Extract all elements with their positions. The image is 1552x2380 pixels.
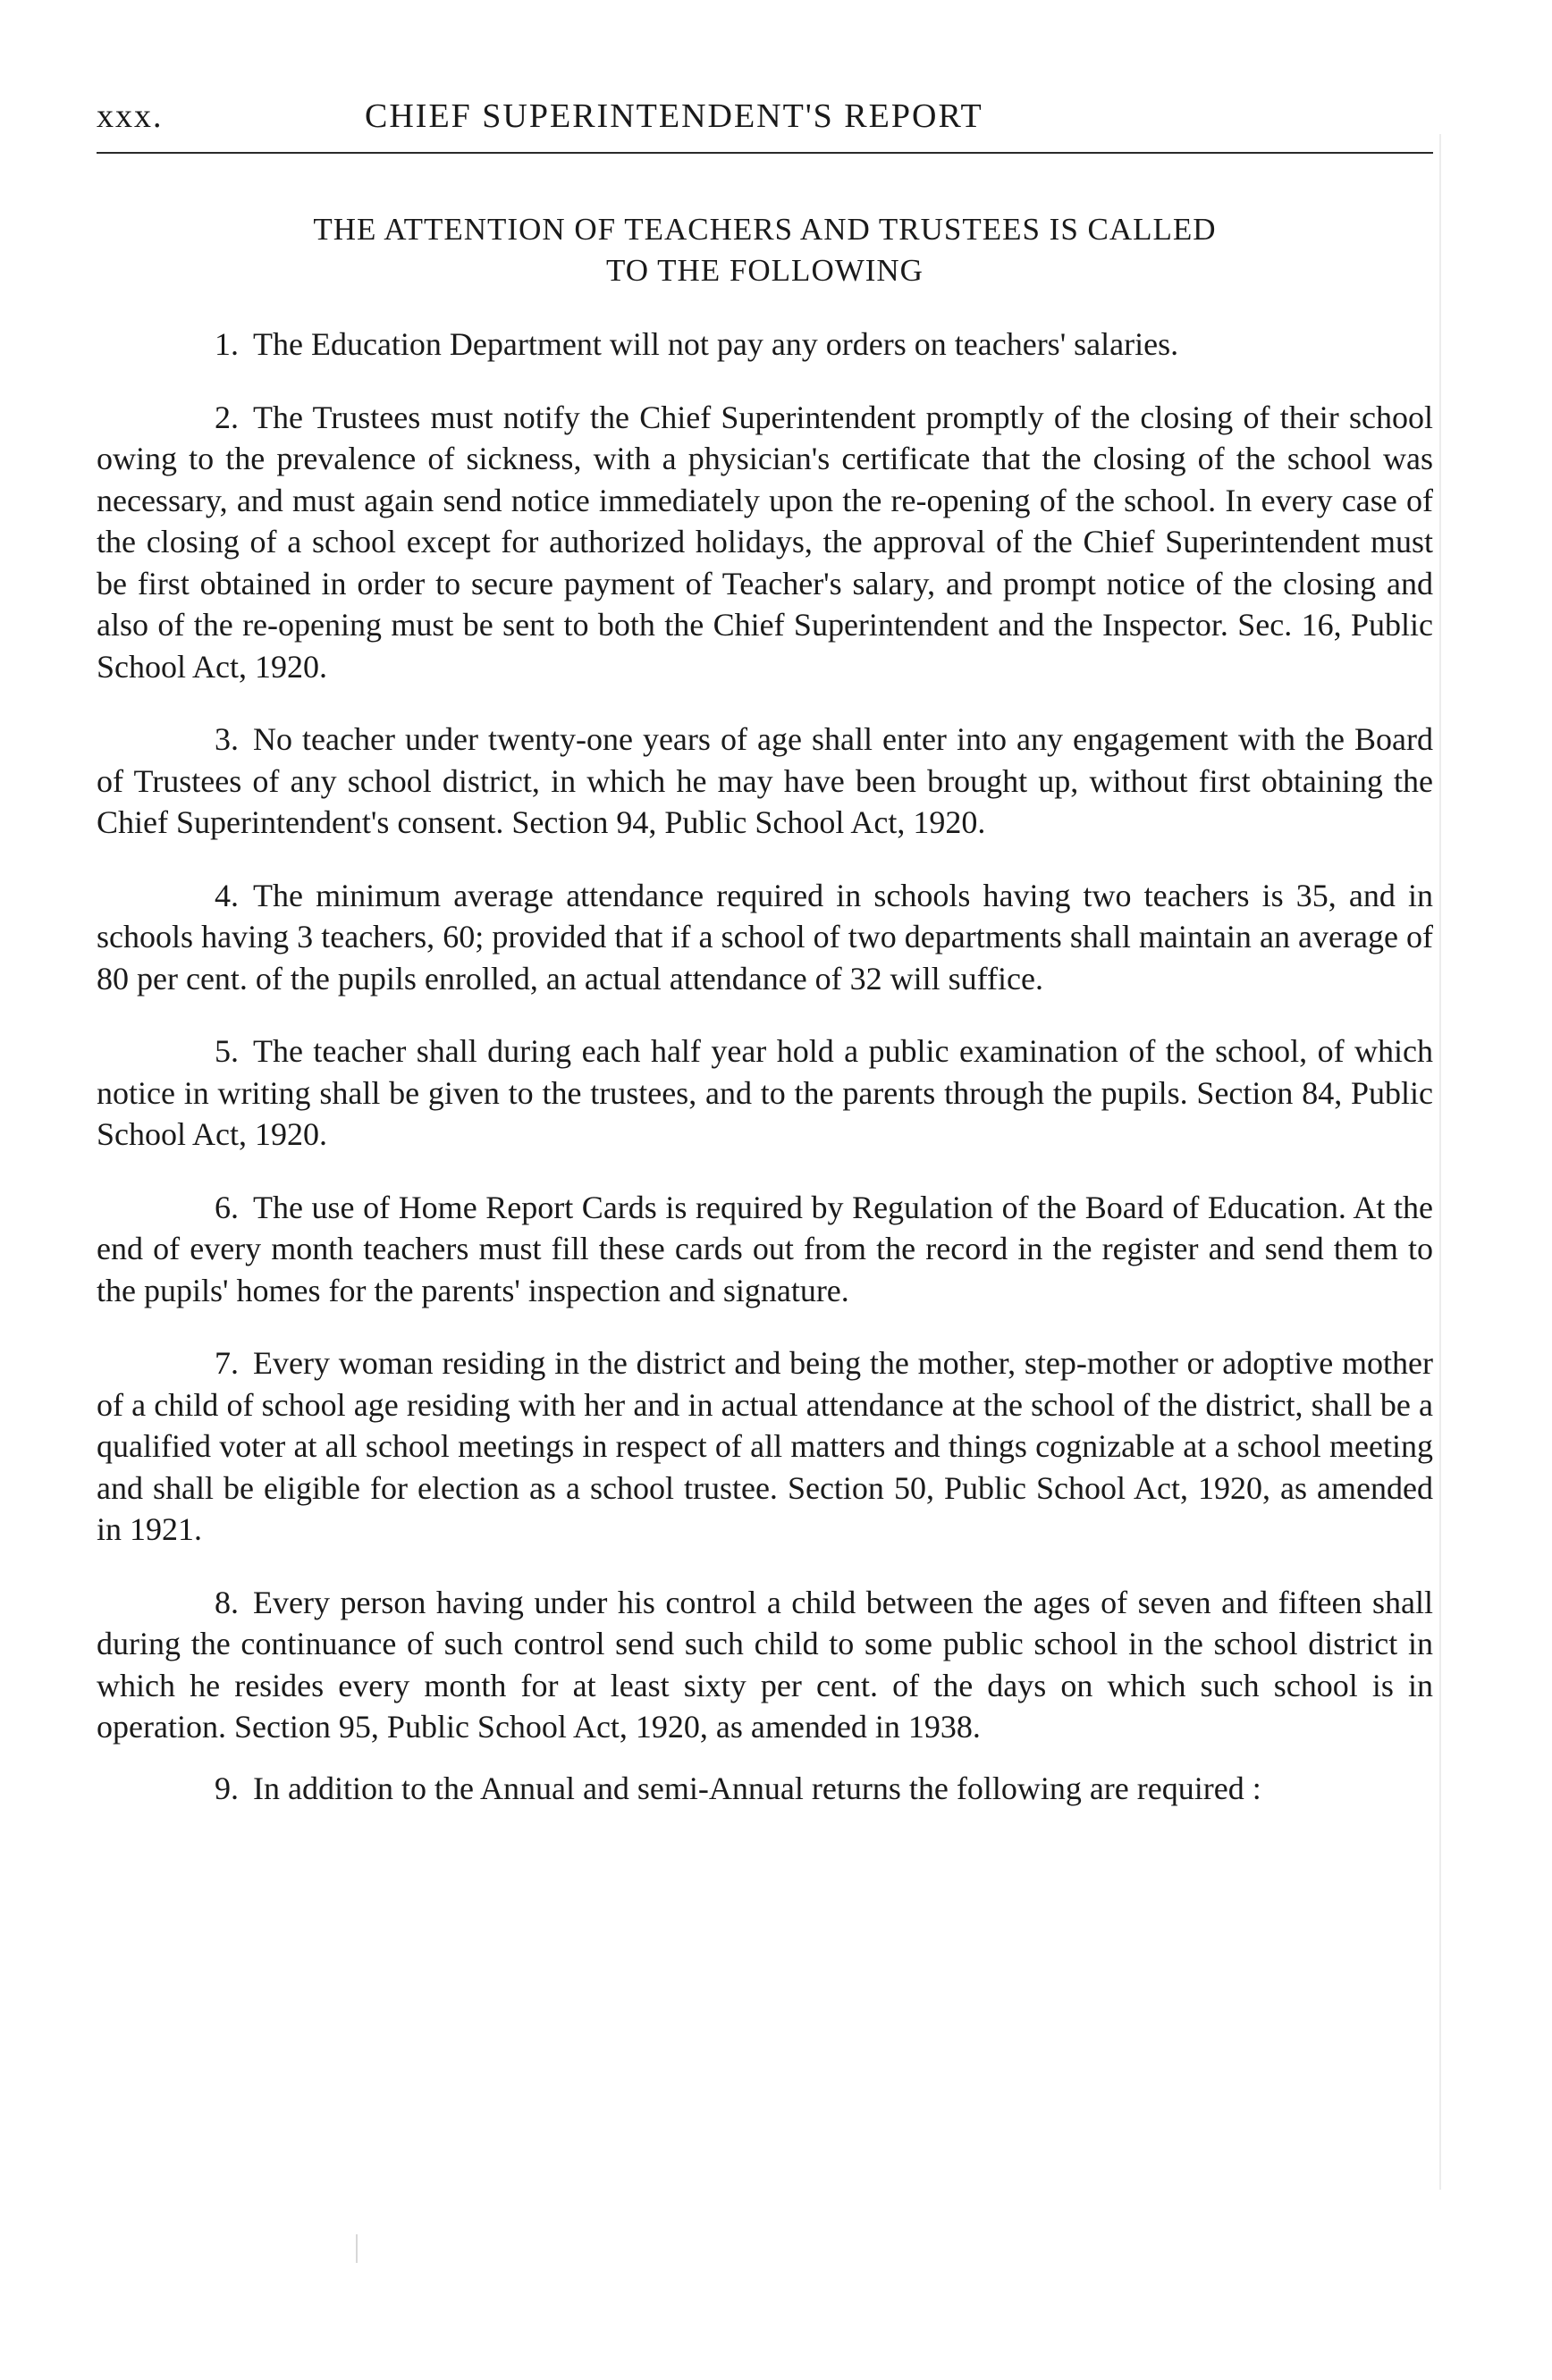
paragraph-item-5 <box>97 1030 1433 1156</box>
item-text: The teacher shall during each half year hold a public examination of the school, of which notice in writing shall be given to the trustees, and to the parents through the pupils. Section 84, Public School Act, 1920. <box>97 1033 1433 1152</box>
paragraph-item-1 <box>97 324 1433 366</box>
paragraph-item-6 <box>97 1187 1433 1312</box>
page-number: xxx. <box>97 97 164 135</box>
item-number: 4. <box>215 877 239 913</box>
item-number: 3. <box>215 721 239 757</box>
heading-line-2: TO THE FOLLOWING <box>606 253 924 288</box>
running-header <box>97 97 1433 154</box>
item-text: No teacher under twenty-one years of age shall enter into any engagement with the Board of Trustees of any school district, in which he may have been brought up, without first obtaining the Chief Superintendent's consent. Section 94, Public School Act, 1920. <box>97 721 1433 840</box>
item-number: 9. <box>215 1770 239 1806</box>
item-number: 1. <box>215 326 239 362</box>
item-number: 7. <box>215 1345 239 1381</box>
item-text: The Trustees must notify the Chief Superintendent promptly of the closing of their school owing to the prevalence of sickness, with a physician's certificate that the closing of the school was necessary, and must again send notice immediately upon the re-opening of the school. In every case of the closing of a school except for authorized holidays, the approval of the Chief Superintendent must be first obtained in order to secure payment of Teacher's salary, and prompt notice of the closing and also of the re-opening must be sent to both the Chief Superintendent and the Inspector. Sec. 16, Public School Act, 1920. <box>97 399 1433 685</box>
scan-speck <box>356 2234 358 2263</box>
paragraph-item-2 <box>97 397 1433 688</box>
running-title: CHIEF SUPERINTENDENT'S REPORT <box>365 97 983 135</box>
item-text: The Education Department will not pay any orders on teachers' salaries. <box>253 326 1179 362</box>
item-number: 8. <box>215 1584 239 1620</box>
item-text: The use of Home Report Cards is required by Regulation of the Board of Education. At the end of every month teachers must fill these cards out from the record in the register and send them to the pupils' homes for the parents' inspection and signature. <box>97 1189 1433 1308</box>
document-page <box>97 97 1433 1809</box>
item-text: In addition to the Annual and semi-Annual returns the following are required : <box>253 1770 1261 1806</box>
paragraph-item-3 <box>97 719 1433 844</box>
item-number: 6. <box>215 1189 239 1225</box>
item-number: 5. <box>215 1033 239 1069</box>
item-text: Every person having under his control a child between the ages of seven and fifteen shall during the continuance of such control send such child to some public school in the school district in which he resides every month for at least sixty per cent. of the days on which such school is in operation. Section 95, Public School Act, 1920, as amended in 1938. <box>97 1584 1433 1745</box>
item-text: Every woman residing in the district and being the mother, step-mother or adoptive mother of a child of school age residing with her and in actual attendance at the school of the district, shall be a qualified voter at all school meetings in respect of all matters and things cognizable at a school meeting and shall be eligible for election as a school trustee. Section 50, Public School Act, 1920, as amended in 1921. <box>97 1345 1433 1547</box>
paragraph-item-8 <box>97 1582 1433 1748</box>
paragraph-item-7 <box>97 1342 1433 1551</box>
paragraph-item-4 <box>97 875 1433 1000</box>
section-heading <box>97 209 1433 291</box>
item-number: 2. <box>215 399 239 435</box>
heading-line-1: THE ATTENTION OF TEACHERS AND TRUSTEES IS CALLED <box>313 212 1217 247</box>
item-text: The minimum average attendance required in schools having two teachers is 35, and in schools having 3 teachers, 60; provided that if a school of two departments shall maintain an average of 80 per cent. of the pupils enrolled, an actual attendance of 32 will suffice. <box>97 877 1433 997</box>
paragraph-item-9 <box>97 1768 1433 1810</box>
scan-edge-line <box>1439 134 1441 2190</box>
